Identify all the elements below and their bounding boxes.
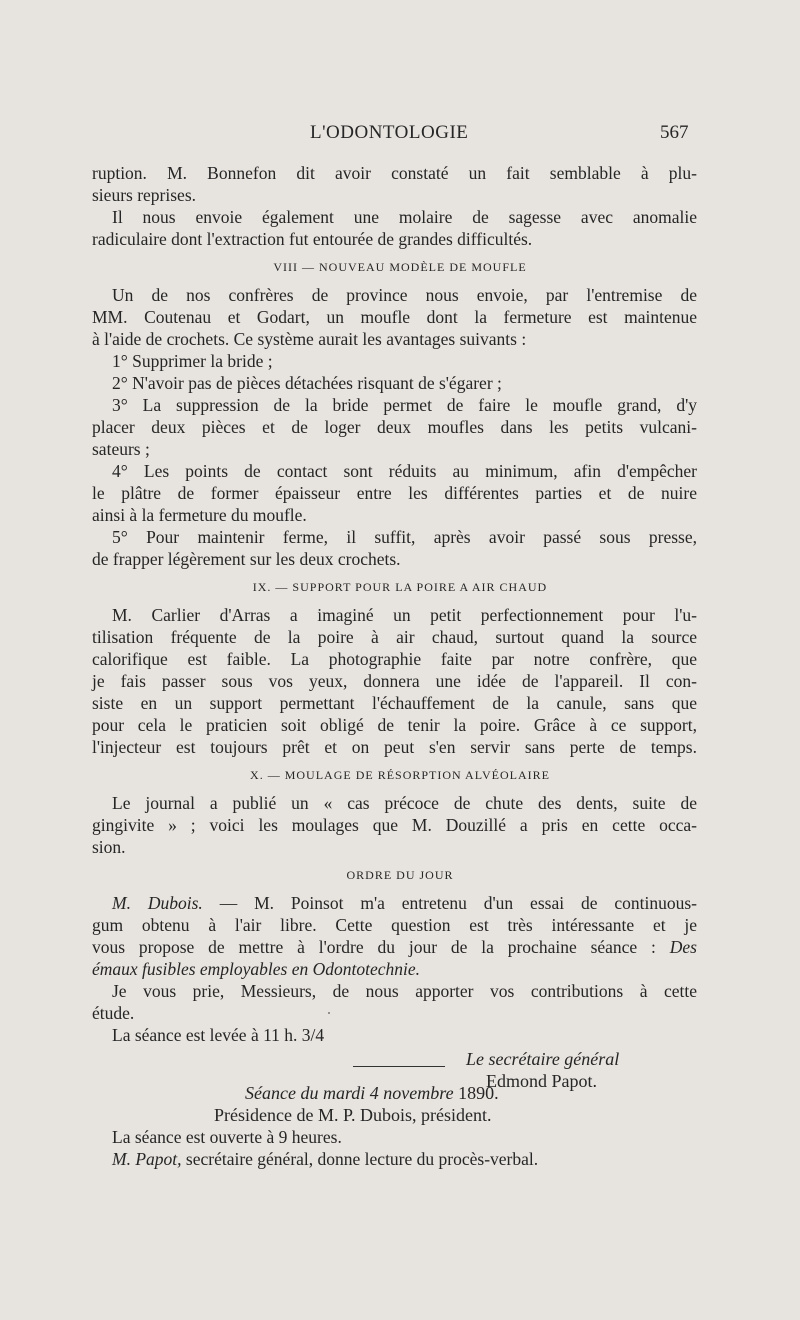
text-line: M. Papot, secrétaire général, donne lecture du procès-verbal. — [112, 1149, 539, 1169]
text-line: Il nous envoie également une molaire de sagesse avec anomalie — [112, 207, 697, 227]
text-line: le plâtre de former épaisseur entre les différentes parties et de nuire — [92, 483, 697, 503]
text-line: La séance est levée à 11 h. 3/4 — [112, 1025, 325, 1045]
text-line: gum obtenu à l'air libre. Cette question est très intéressante et je — [92, 915, 697, 935]
text-line: calorifique est faible. La photographie faite par notre confrère, que — [92, 649, 697, 669]
text-line: émaux fusibles employables en Odontotechnie. — [92, 959, 421, 979]
text-line: étude. — [92, 1003, 135, 1023]
text-line: sieurs reprises. — [92, 185, 197, 205]
section-heading: IX. — SUPPORT POUR LA POIRE A AIR CHAUD — [252, 580, 548, 594]
section-divider — [353, 1066, 445, 1067]
text-line: placer deux pièces et de loger deux moufles dans les petits vulcani- — [92, 417, 697, 437]
page-number: 567 — [660, 122, 689, 143]
text-line: siste en un support permettant l'échauffement de la canule, sans que — [92, 693, 697, 713]
text-line: Je vous prie, Messieurs, de nous apporter vos contributions à cette — [112, 981, 697, 1001]
text-line: de frapper légèrement sur les deux crochets. — [92, 549, 401, 569]
text-line: sateurs ; — [92, 439, 150, 459]
speaker-name: M. Dubois. — [112, 893, 203, 913]
signature-name: Edmond Papot. — [486, 1071, 597, 1091]
running-title: L'ODONTOLOGIE — [310, 122, 469, 143]
text-line: je fais passer sous vos yeux, donnera une idée de l'appareil. Il con- — [92, 671, 697, 691]
text-line: MM. Coutenau et Godart, un moufle dont la fermeture est maintenue — [92, 307, 697, 327]
text-line: l'injecteur est toujours prêt et on peut s'en servir sans perte de temps. — [92, 737, 697, 757]
text-line: radiculaire dont l'extraction fut entourée de grandes difficultés. — [92, 229, 533, 249]
text-line: tilisation fréquente de la poire à air chaud, surtout quand la source — [92, 627, 697, 647]
text-line: La séance est ouverte à 9 heures. — [112, 1127, 342, 1147]
ink-speck — [328, 1012, 330, 1014]
text-line: sion. — [92, 837, 126, 857]
list-item: 1° Supprimer la bride ; — [112, 351, 273, 371]
section-heading: VIII — NOUVEAU MODÈLE DE MOUFLE — [273, 260, 527, 274]
section-heading: X. — MOULAGE DE RÉSORPTION ALVÉOLAIRE — [250, 768, 550, 782]
text-line: pour cela le praticien soit obligé de tenir la poire. Grâce à ce support, — [92, 715, 697, 735]
list-item: 4° Les points de contact sont réduits au minimum, afin d'empêcher — [112, 461, 697, 481]
text-line: vous propose de mettre à l'ordre du jour de la prochaine séance : Des — [92, 937, 697, 957]
text-line: à l'aide de crochets. Ce système aurait les avantages suivants : — [92, 329, 527, 349]
section-heading: ORDRE DU JOUR — [346, 868, 454, 882]
list-item: 2° N'avoir pas de pièces détachées risquant de s'égarer ; — [112, 373, 502, 393]
text-line: gingivite » ; voici les moulages que M. Douzillé a pris en cette occa- — [92, 815, 697, 835]
session-date: Séance du mardi 4 novembre 1890. — [245, 1083, 499, 1103]
list-item: 5° Pour maintenir ferme, il suffit, après avoir passé sous presse, — [112, 527, 697, 547]
text-line: ruption. M. Bonnefon dit avoir constaté un fait semblable à plu- — [92, 163, 697, 183]
text-line: M. Dubois. — M. Poinsot m'a entretenu d'un essai de continuous- — [112, 893, 698, 913]
session-presidence: Présidence de M. P. Dubois, président. — [214, 1105, 492, 1125]
signature-title: Le secrétaire général — [466, 1049, 620, 1069]
text-line: ainsi à la fermeture du moufle. — [92, 505, 307, 525]
list-item: 3° La suppression de la bride permet de faire le moufle grand, d'y — [112, 395, 697, 415]
speaker-name: M. Papot, — [112, 1149, 182, 1169]
text-line: Un de nos confrères de province nous envoie, par l'entremise de — [112, 285, 697, 305]
text-line: M. Carlier d'Arras a imaginé un petit perfectionnement pour l'u- — [112, 605, 697, 625]
text-line: Le journal a publié un « cas précoce de chute des dents, suite de — [112, 793, 697, 813]
